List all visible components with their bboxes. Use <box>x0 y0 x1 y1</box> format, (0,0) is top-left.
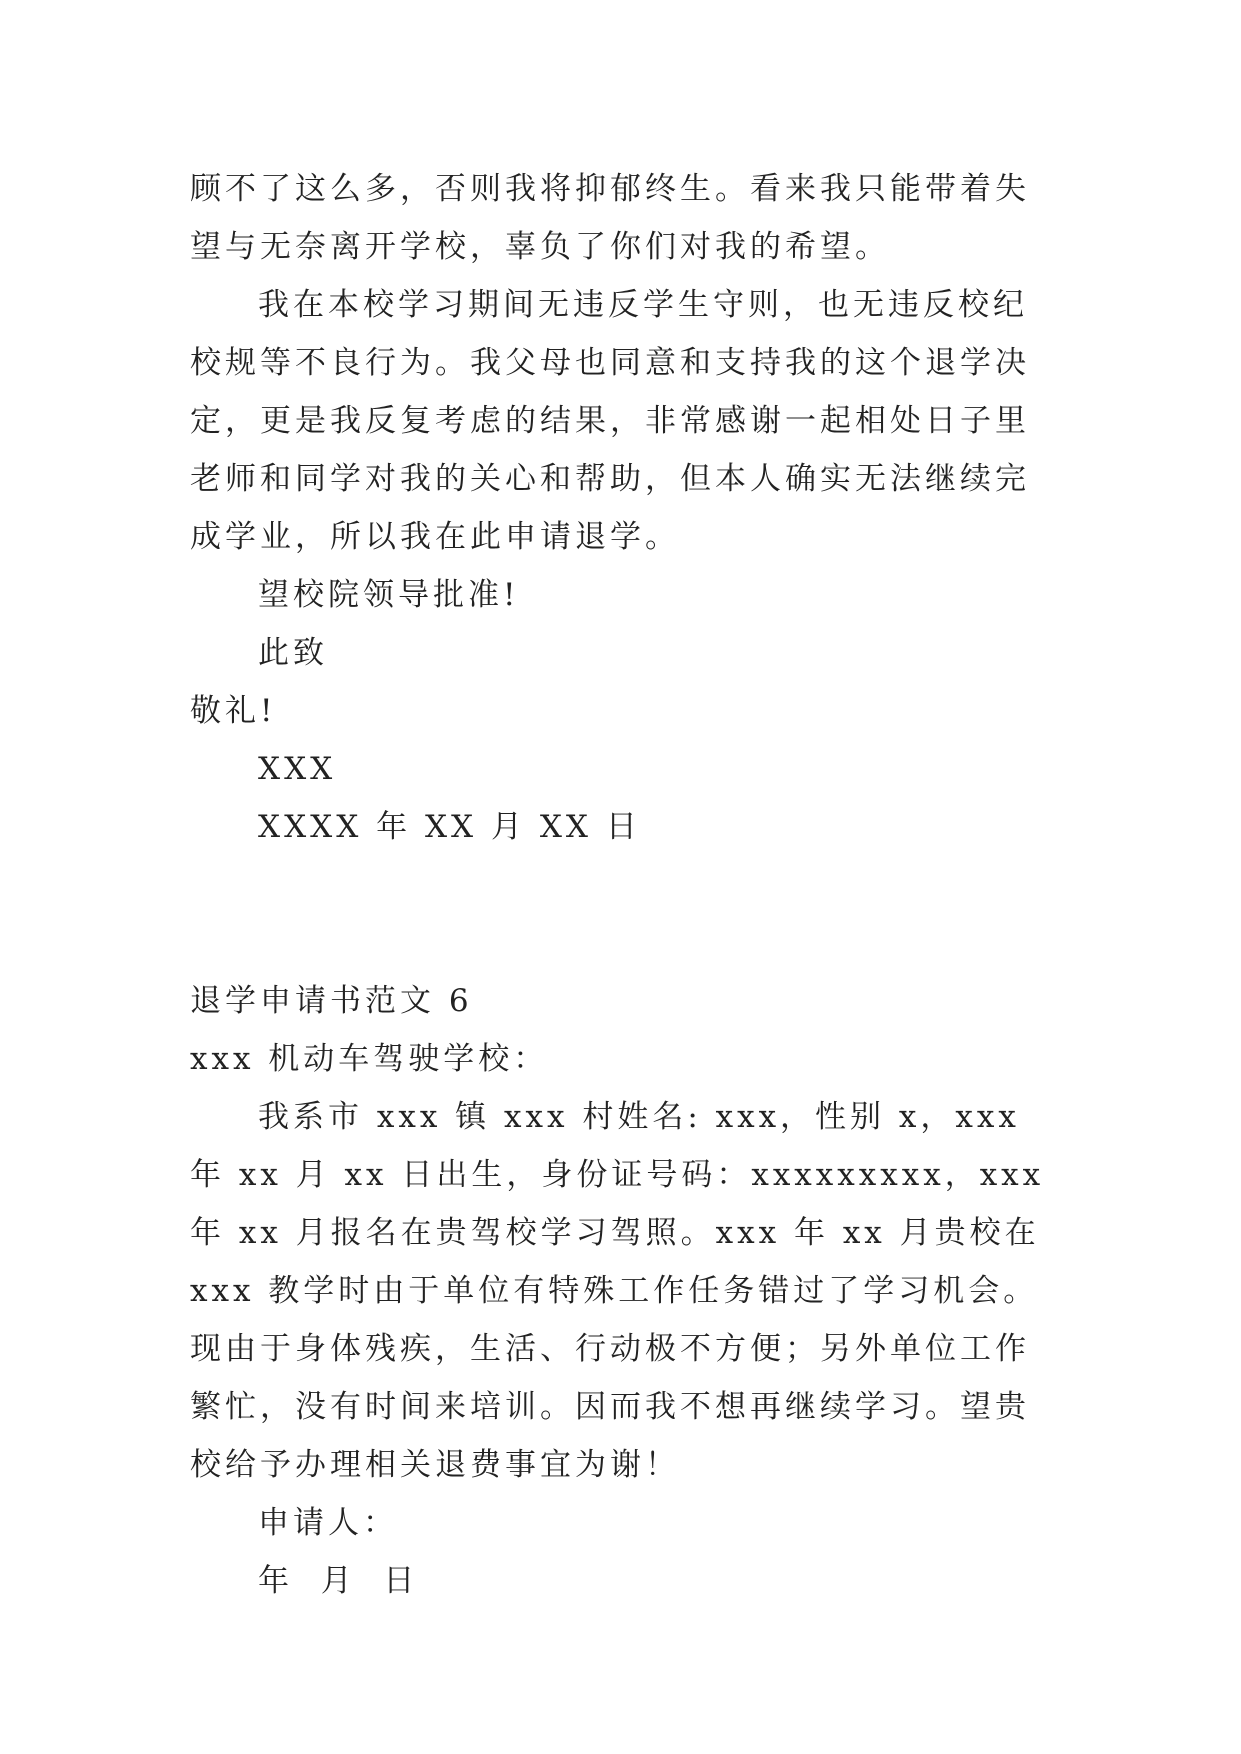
closing-regards: 敬礼! <box>190 693 277 729</box>
signature-name: XXX <box>258 751 337 787</box>
paragraph-continuation: 顾不了这么多，否则我将抑郁终生。看来我只能带着失望与无奈离开学校，辜负了你们对我的希望。 <box>190 171 1030 265</box>
signature-date: XXXX 年 XX 月 XX 日 <box>258 809 641 845</box>
document-body <box>190 160 1060 1610</box>
applicant-label: 申请人： <box>258 1505 398 1541</box>
paragraph-conduct: 我在本校学习期间无违反学生守则，也无违反校纪校规等不良行为。我父母也同意和支持我的这个退学决定，更是我反复考虑的结果，非常感谢一起相处日子里老师和同学对我的关心和帮助，但本人确实无法继续完成学业，所以我在此申请退学。 <box>190 287 1030 555</box>
date-label: 年 月 日 <box>258 1563 419 1599</box>
addressee: xxx 机动车驾驶学校： <box>190 1041 549 1077</box>
closing-salutation: 此致 <box>258 635 328 671</box>
paragraph-request-body: 我系市 xxx 镇 xxx 村姓名: xxx，性别 x，xxx 年 xx 月 xx 日出生，身份证号码：xxxxxxxxx，xxx 年 xx 月报名在贵驾校学习驾照。xxx 年 xx 月贵校在 xxx 教学时由于单位有特殊工作任务错过了学习机会。现由于身体残疾，生活、行动极不方便；另外单位工作繁忙，没有时间来培训。因而我不想再继续学习。望贵校给予办理相关退费事宜为谢！ <box>190 1099 1045 1483</box>
section-heading: 退学申请书范文 6 <box>190 983 473 1019</box>
request-line: 望校院领导批准! <box>258 577 520 613</box>
section-gap <box>190 856 1060 972</box>
